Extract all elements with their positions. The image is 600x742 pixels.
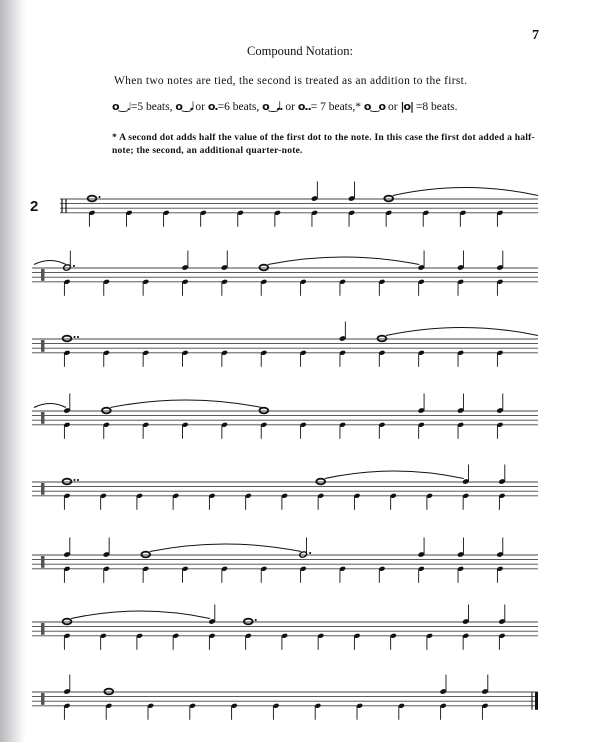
percussion-clef bbox=[41, 693, 45, 705]
tie bbox=[71, 611, 210, 619]
tie bbox=[150, 544, 301, 552]
note-glyph: o‿𝅗𝅥 bbox=[175, 100, 193, 113]
whole-note bbox=[104, 689, 113, 695]
augmentation-dot bbox=[77, 479, 79, 481]
note-glyph: o‿♩ bbox=[112, 100, 131, 113]
notation-text: or bbox=[192, 101, 208, 113]
staff-system bbox=[32, 394, 538, 439]
note-glyph: o.. bbox=[297, 100, 311, 113]
tie bbox=[110, 400, 261, 408]
tie bbox=[268, 257, 419, 265]
page-title: Compound Notation: bbox=[247, 44, 353, 58]
tie bbox=[34, 404, 66, 408]
notation-text: =6 beats, bbox=[217, 101, 263, 113]
note-glyph: o. bbox=[207, 100, 218, 113]
percussion-clef bbox=[41, 483, 45, 495]
tie bbox=[325, 471, 464, 479]
whole-note bbox=[259, 265, 268, 271]
note-glyph: o‿𝅗𝅥. bbox=[262, 100, 283, 113]
whole-note bbox=[141, 552, 150, 558]
note-glyph: |o| bbox=[400, 100, 414, 113]
whole-note bbox=[244, 619, 253, 625]
whole-note bbox=[102, 408, 111, 414]
staff-system bbox=[32, 538, 538, 583]
notation-text: or bbox=[282, 101, 298, 113]
percussion-clef bbox=[41, 556, 45, 568]
tie bbox=[386, 328, 538, 336]
augmentation-dot bbox=[255, 619, 257, 621]
whole-note bbox=[384, 196, 393, 202]
staff-system bbox=[32, 251, 538, 296]
whole-note bbox=[259, 408, 268, 414]
tie bbox=[34, 261, 66, 265]
augmentation-dot bbox=[77, 336, 79, 338]
staff-system bbox=[32, 465, 538, 510]
whole-note bbox=[63, 336, 72, 342]
notation-text: =5 beats, bbox=[130, 101, 176, 113]
footnote: * A second dot adds half the value of the first dot to the note. In this case the first dot added a half-note; the second, an additional quarter-note. bbox=[112, 132, 535, 156]
whole-note bbox=[63, 619, 72, 625]
tie bbox=[393, 188, 538, 196]
note-glyph: o‿o bbox=[363, 100, 386, 113]
augmentation-dot bbox=[309, 552, 311, 554]
percussion-clef bbox=[41, 623, 45, 635]
percussion-clef bbox=[41, 412, 45, 424]
augmentation-dot bbox=[99, 196, 101, 198]
staff-system bbox=[32, 675, 538, 720]
whole-note bbox=[88, 196, 97, 202]
notation-text: or bbox=[385, 101, 401, 113]
whole-note bbox=[378, 336, 387, 342]
exercise-number: 2 bbox=[30, 198, 39, 215]
whole-note bbox=[63, 479, 72, 485]
percussion-clef bbox=[41, 340, 45, 352]
notation-text: = 7 beats,* bbox=[310, 101, 364, 113]
staff-system bbox=[32, 605, 538, 650]
augmentation-dot bbox=[74, 336, 76, 338]
whole-note bbox=[316, 479, 325, 485]
page-number: 7 bbox=[532, 28, 539, 43]
percussion-clef bbox=[41, 269, 45, 281]
augmentation-dot bbox=[74, 479, 76, 481]
staff-system bbox=[30, 182, 538, 227]
staff-system bbox=[32, 322, 538, 367]
intro-text: When two notes are tied, the second is treated as an addition to the first. bbox=[114, 75, 468, 87]
augmentation-dot bbox=[73, 265, 75, 267]
notation-text: =8 beats. bbox=[413, 101, 458, 113]
